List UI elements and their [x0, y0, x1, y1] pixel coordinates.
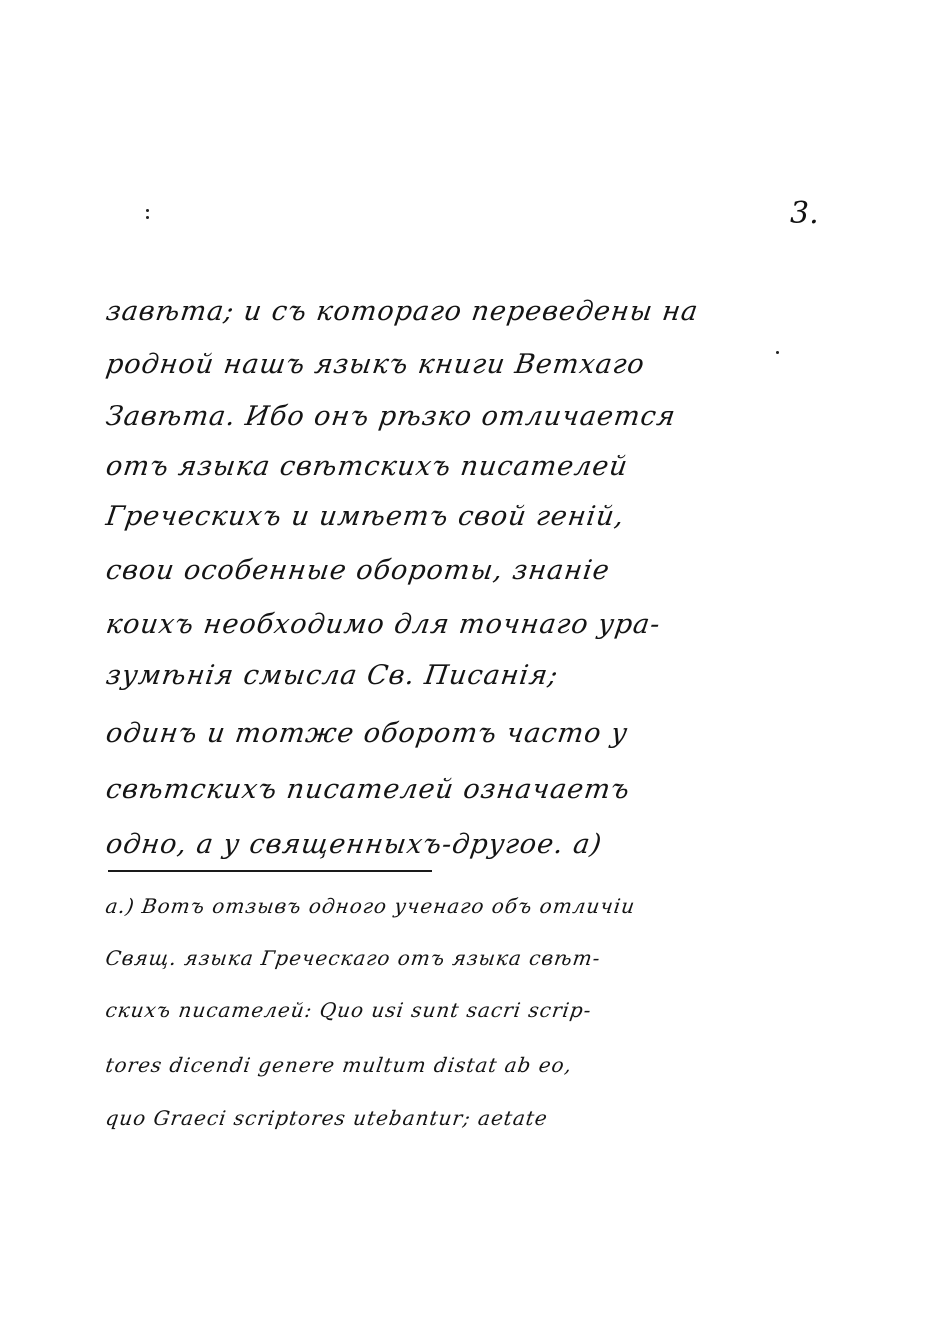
footnote-line: Свящ. языка Греческаго отъ языка свѣт-	[104, 946, 603, 970]
body-line: зумѣнія смысла Св. Писанія;	[104, 660, 561, 691]
body-line: свѣтскихъ писателей означаетъ	[104, 774, 633, 805]
footnote-line: a.) Вотъ отзывъ одного ученаго объ отличіи	[104, 894, 637, 918]
ink-speck	[146, 216, 149, 219]
footnote-line: quo Graeci scriptores utebantur; aetate	[104, 1106, 550, 1130]
ink-speck	[776, 351, 779, 354]
body-line: одинъ и тотже оборотъ часто у	[104, 718, 630, 749]
footnote-line: скихъ писателей: Quo usi sunt sacri scrip-	[104, 998, 594, 1022]
footnote-line: tores dicendi genere multum distat ab eo,	[104, 1053, 574, 1077]
body-line: одно, а у священныхъ-другое. a)	[104, 829, 605, 860]
body-line: Греческихъ и имѣетъ свой геній,	[104, 501, 627, 532]
body-line: свои особенные обороты, знаніе	[104, 555, 612, 586]
body-line: коихъ необходимо для точнаго ура-	[104, 609, 663, 640]
footnote-divider	[108, 870, 432, 872]
page-number: 3.	[790, 196, 819, 231]
body-line: отъ языка свѣтскихъ писателей	[104, 451, 631, 482]
body-line: родной нашъ языкъ книги Ветхаго	[104, 349, 647, 380]
body-line: Завѣта. Ибо онъ рѣзко отличается	[104, 401, 678, 432]
body-line: завѣта; и съ котораго переведены на	[104, 296, 701, 327]
ink-speck	[146, 209, 149, 212]
